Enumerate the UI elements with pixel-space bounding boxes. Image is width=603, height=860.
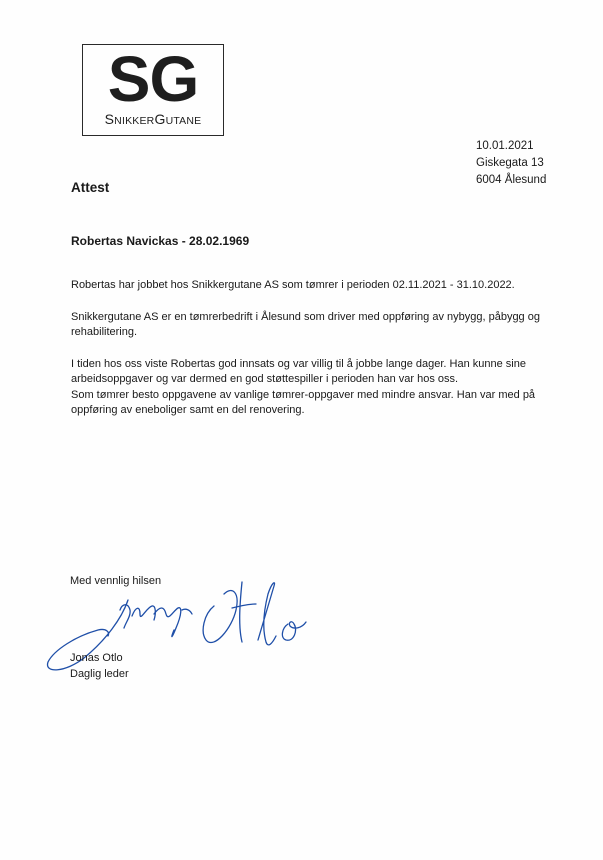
employee-subject: Robertas Navickas - 28.02.1969 (71, 234, 250, 248)
company-logo (82, 44, 224, 136)
letter-body (71, 278, 561, 419)
paragraph-company: Snikkergutane AS er en tømrerbedrift i Ålesund som driver med oppføring av nybygg, påbygg og rehabilitering. (71, 310, 540, 338)
address-street: Giskegata 13 (476, 157, 544, 169)
signer-name: Jonas Otlo (70, 652, 123, 664)
logo-wordmark: SNIKKERGUTANE (104, 111, 202, 127)
paragraph-duties: Som tømrer besto oppgavene av vanlige tømrer-oppgaver med mindre ansvar. Han var med på oppføring av eneboliger samt en del renovering. (71, 388, 536, 416)
address-postal: 6004 Ålesund (476, 174, 547, 186)
letter-date: 10.01.2021 (476, 140, 534, 152)
closing-greeting: Med vennlig hilsen (70, 575, 162, 587)
paragraph-performance: I tiden hos oss viste Robertas god innsats og var villig til å jobbe lange dager. Han kunne sine arbeidsoppgaver og var dermed en god støttespiller i perioden han var hos oss. (71, 357, 526, 385)
logo-monogram: SG (107, 43, 199, 115)
sender-address (476, 138, 546, 189)
paragraph-employment: Robertas har jobbet hos Snikkergutane AS som tømrer i perioden 02.11.2021 - 31.10.2022. (71, 279, 515, 291)
document-title: Attest (71, 180, 110, 195)
signer-role: Daglig leder (70, 668, 129, 680)
signer-block (70, 650, 129, 682)
